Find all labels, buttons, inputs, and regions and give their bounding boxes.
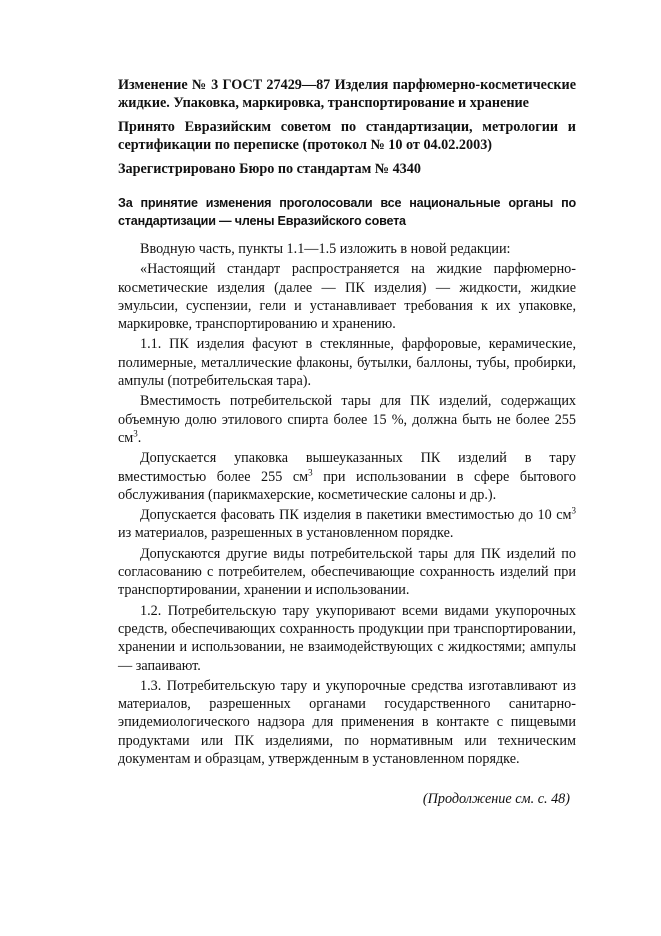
paragraph-other-containers: Допускаются другие виды потребительской тары для ПК изделий по согласованию с потребителем, обеспечивающие сохранность изделий при транспортировании, хранении и использовании. [118, 545, 576, 599]
paragraph-scope: «Настоящий стандарт распространяется на жидкие парфюмерно-косметические изделия (далее — ПК изделия) — жидкости, жидкие эмульсии, суспензии, гели и устанавливает требования к их упаковке, маркировке, транспортированию и хранению. [118, 261, 576, 333]
paragraph-1-2: 1.2. Потребительскую тару укупоривают всеми видами укупорочных средств, обеспечивающих сохранность продукции при транспортировании, хранении и использовании, не взаимодействующих с жидкостями; ампулы — запаивают. [118, 602, 576, 674]
adoption-note: Принято Евразийским советом по стандартизации, метрологии и сертификации по переписке (протокол № 10 от 04.02.2003) [118, 119, 576, 153]
registration-note: Зарегистрировано Бюро по стандартам № 4340 [118, 161, 421, 177]
paragraph-1-3: 1.3. Потребительскую тару и укупорочные средства изготавливают из материалов, разрешенных органами государственного санитарно-эпидемиологического надзора для применения в контакте с пищевыми продуктами или ПК изделиями, по нормативным или техническим документам и образцам, утвержденным в установленном порядке. [118, 677, 576, 768]
change-heading: Изменение № 3 ГОСТ 27429—87 Изделия парфюмерно-косметические жидкие. Упаковка, маркировка, транспортирование и хранение [118, 77, 576, 111]
paragraph-large-containers: Допускается упаковка вышеуказанных ПК изделий в тару вместимостью более 255 $см^3$ при использовании в сфере бытового обслуживания (парикмахерские, косметические салоны и др.). [118, 450, 576, 503]
paragraph-1-1: 1.1. ПК изделия фасуют в стеклянные, фарфоровые, керамические, полимерные, металлические флаконы, бутылки, баллоны, тубы, пробирки, ампулы (потребительская тара). [118, 336, 576, 390]
paragraph-sachets: Допускается фасовать ПК изделия в пакетики вместимостью до 10 $см^3$ из материалов, разрешенных в установленном порядке. [118, 505, 576, 542]
paragraph-capacity: Вместимость потребительской тары для ПК изделий, содержащих объемную долю этилового спирта более 15 %, должна быть не более 255 $см^3$. [118, 393, 576, 446]
body-text [118, 240, 576, 768]
document-page [118, 76, 576, 807]
paragraph-intro: Вводную часть, пункты 1.1—1.5 изложить в новой редакции: [140, 241, 511, 257]
voting-note: За принятие изменения проголосовали все национальные органы по стандартизации — члены Евразийского совета [118, 196, 576, 228]
continuation-note: (Продолжение см. с. 48) [422, 791, 570, 807]
